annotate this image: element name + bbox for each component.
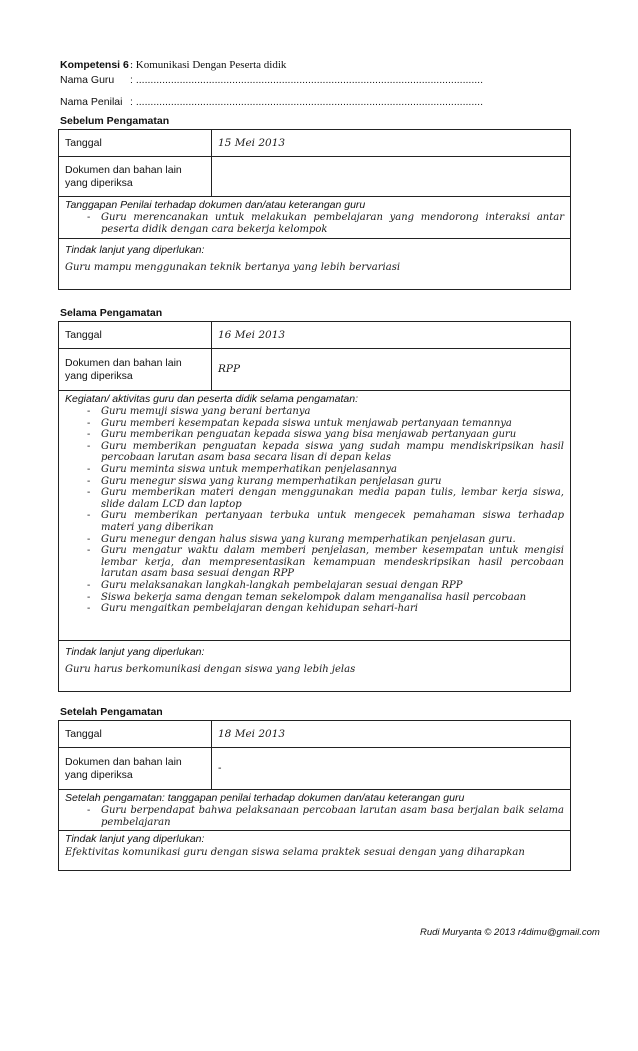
setelah-tindak-value: Efektivitas komunikasi guru dengan siswa selama praktek sesuai dengan yang diharapkan: [65, 847, 525, 859]
selama-tanggal-label: Tanggal: [59, 322, 212, 349]
kompetensi-label: Kompetensi 6: [60, 59, 129, 71]
guru-label: Nama Guru: [60, 74, 115, 86]
setelah-tindak-cell: [59, 831, 571, 871]
selama-tindak-cell: [59, 641, 571, 692]
kompetensi-line: [60, 58, 286, 72]
penilai-line: [60, 95, 483, 109]
selama-title: Selama Pengamatan: [60, 307, 163, 319]
list-item: - Guru memuji siswa yang berani bertanya: [65, 406, 564, 418]
sebelum-table: [58, 129, 571, 290]
sebelum-tindak-cell: [59, 239, 571, 290]
sebelum-dokumen-label: Dokumen dan bahan lain yang diperiksa: [59, 157, 212, 197]
penilai-value: : .......................................................................................................................: [130, 96, 483, 108]
list-item: - Guru memberikan materi dengan menggunakan media papan tulis, lembar kerja siswa, slide dalam LCD dan laptop: [65, 487, 564, 510]
setelah-tanggal-value: 18 Mei 2013: [212, 721, 571, 748]
selama-dokumen-label: Dokumen dan bahan lain yang diperiksa: [59, 349, 212, 391]
sebelum-tanggapan-cell: [59, 197, 571, 239]
list-item: - Guru merencanakan untuk melakukan pembelajaran yang mendorong interaksi antar peserta didik dengan cara bekerja kelompok: [65, 212, 564, 235]
sebelum-tanggapan-label: Tanggapan Penilai terhadap dokumen dan/atau keterangan guru: [65, 199, 366, 211]
sebelum-tindak-value: Guru mampu menggunakan teknik bertanya yang lebih bervariasi: [65, 262, 401, 273]
footer-credit: Rudi Muryanta © 2013 r4dimu@gmail.com: [420, 927, 600, 938]
selama-kegiatan-cell: [59, 391, 571, 641]
guru-value: : .......................................................................................................................: [130, 74, 483, 86]
selama-table: [58, 321, 571, 692]
list-item: - Guru menegur dengan halus siswa yang kurang memperhatikan penjelasan guru.: [65, 534, 564, 546]
setelah-tanggapan-list: [65, 805, 564, 828]
sebelum-tanggapan-list: [65, 212, 564, 235]
sebelum-tindak-label: Tindak lanjut yang diperlukan:: [65, 244, 205, 256]
list-item: - Guru memberikan penguatan kepada siswa yang bisa menjawab pertanyaan guru: [65, 429, 564, 441]
setelah-table: [58, 720, 571, 871]
sebelum-tanggal-label: Tanggal: [59, 130, 212, 157]
list-item: - Guru memberikan penguatan kepada siswa yang sudah mampu mendiskripsikan hasil percobaan larutan asam basa secara lisan di depan kelas: [65, 441, 564, 464]
selama-kegiatan-list: [65, 406, 564, 615]
list-item: - Siswa bekerja sama dengan teman sekelompok dalam menganalisa hasil percobaan: [65, 592, 564, 604]
sebelum-tanggal-value: 15 Mei 2013: [212, 130, 571, 157]
setelah-tanggal-label: Tanggal: [59, 721, 212, 748]
list-item: - Guru mengaitkan pembelajaran dengan kehidupan sehari-hari: [65, 603, 564, 615]
selama-kegiatan-label: Kegiatan/ aktivitas guru dan peserta didik selama pengamatan:: [65, 393, 359, 405]
list-item: - Guru melaksanakan langkah-langkah pembelajaran sesuai dengan RPP: [65, 580, 564, 592]
selama-tindak-label: Tindak lanjut yang diperlukan:: [65, 646, 205, 658]
selama-dokumen-value: RPP: [212, 349, 571, 391]
setelah-tanggapan-label: Setelah pengamatan: tanggapan penilai terhadap dokumen dan/atau keterangan guru: [65, 792, 465, 804]
setelah-dokumen-value: -: [212, 748, 571, 790]
selama-tanggal-value: 16 Mei 2013: [212, 322, 571, 349]
setelah-dokumen-label: Dokumen dan bahan lain yang diperiksa: [59, 748, 212, 790]
list-item: - Guru meminta siswa untuk memperhatikan penjelasannya: [65, 464, 564, 476]
setelah-title: Setelah Pengamatan: [60, 706, 163, 718]
setelah-tanggapan-cell: [59, 790, 571, 831]
list-item: - Guru memberikan pertanyaan terbuka untuk mengecek pemahaman siswa terhadap materi yang diberikan: [65, 510, 564, 533]
list-item: - Guru menegur siswa yang kurang memperhatikan penjelasan guru: [65, 476, 564, 488]
list-item: - Guru memberi kesempatan kepada siswa untuk menjawab pertanyaan temannya: [65, 418, 564, 430]
list-item: - Guru mengatur waktu dalam memberi penjelasan, member kesempatan untuk mengisi lembar kerja, dan mempresentasikan kemampuan mendeskripsikan hasil percobaan larutan asam basa sesuai dengan RPP: [65, 545, 564, 580]
selama-tindak-value: Guru harus berkomunikasi dengan siswa yang lebih jelas: [65, 664, 356, 675]
list-item: - Guru berpendapat bahwa pelaksanaan percobaan larutan asam basa berjalan baik selama pembelajaran: [65, 805, 564, 828]
sebelum-title: Sebelum Pengamatan: [60, 115, 170, 127]
penilai-label: Nama Penilai: [60, 96, 123, 108]
setelah-tindak-label: Tindak lanjut yang diperlukan:: [65, 833, 205, 846]
kompetensi-value: : Komunikasi Dengan Peserta didik: [130, 59, 287, 71]
guru-line: [60, 73, 483, 87]
sebelum-dokumen-value: [212, 157, 571, 197]
